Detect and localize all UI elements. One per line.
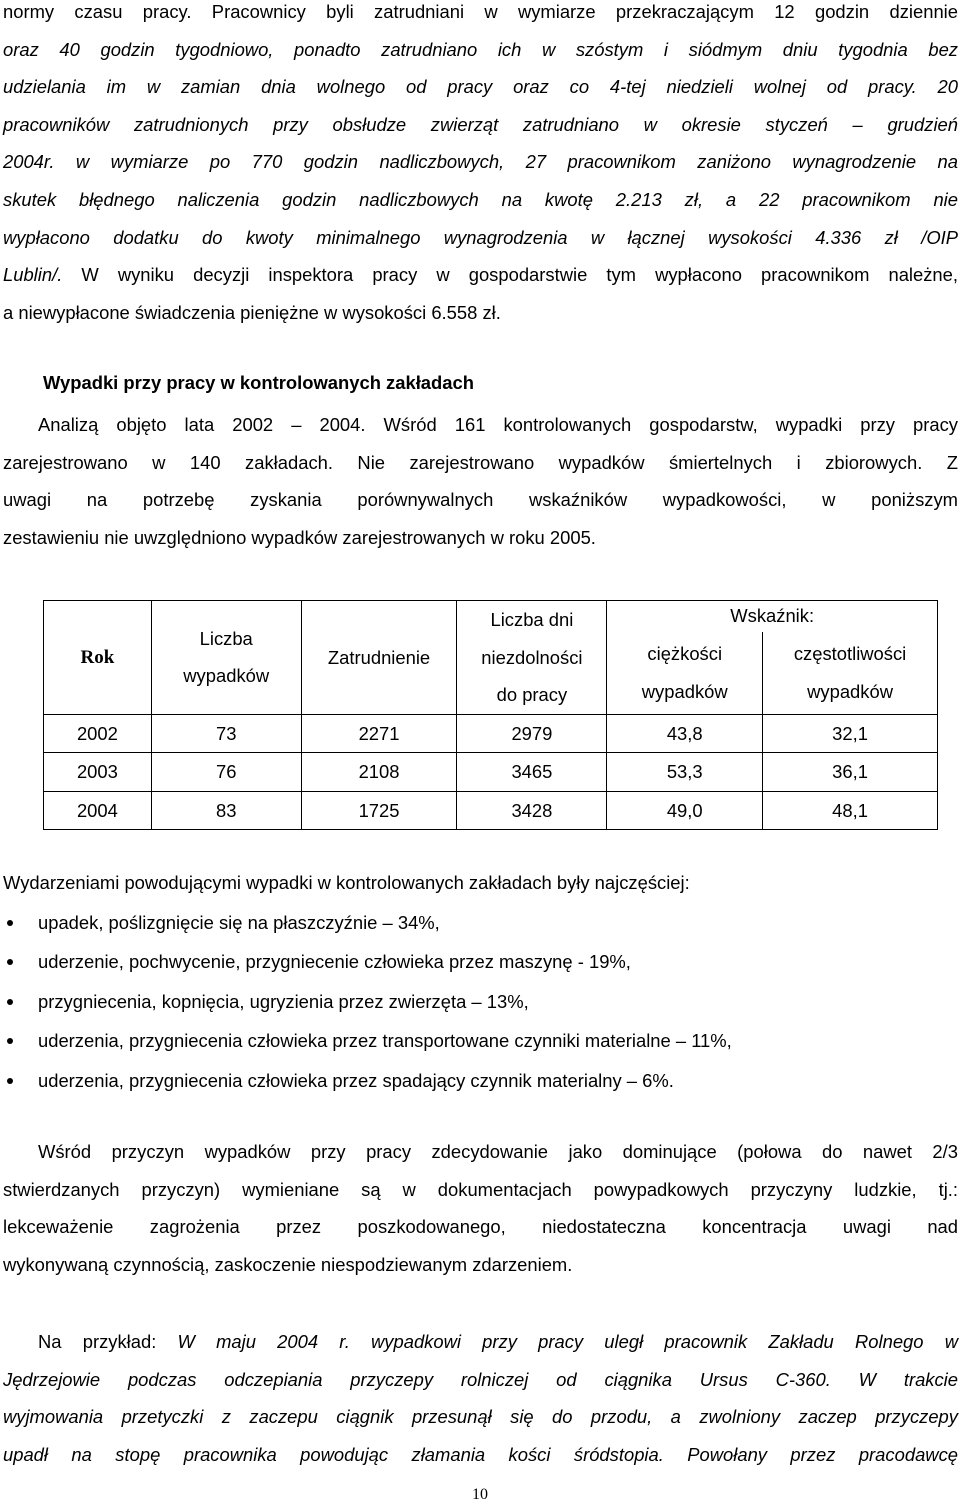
header-line: do pracy [496, 684, 568, 705]
list-item [0, 903, 960, 942]
paragraph-causes [3, 1133, 958, 1283]
header-liczba-wypadkow [151, 601, 301, 715]
header-line: Liczba dni [490, 609, 574, 630]
text-line: upadł na stopę pracownika powodując złamania kości śródstopia. Powołany przez pracodawcę [3, 1443, 958, 1465]
cell-rok: 2004 [44, 791, 152, 830]
cell-czestotliwosci: 48,1 [763, 791, 938, 830]
cell-rok: 2003 [44, 753, 152, 792]
table-row [44, 753, 938, 792]
cell-wypadki: 83 [151, 791, 301, 830]
page-number: 10 [472, 1486, 488, 1503]
table-row [44, 714, 938, 753]
text-span: Wśród przyczyn wypadków przy pracy zdecydowanie jako dominujące (połowa do nawet 2/3 [38, 1141, 958, 1162]
cell-dni: 3465 [457, 753, 607, 792]
cell-ciezkosci: 43,8 [607, 714, 763, 753]
text-line: 2004r. w wymiarze po 770 godzin nadliczbowych, 27 pracownikom zaniżono wynagrodzenie na [3, 151, 958, 173]
text-line: zarejestrowano w 140 zakładach. Nie zarejestrowano wypadków śmiertelnych i zbiorowych. Z [3, 451, 958, 473]
text-line: Jędrzejowie podczas odczepiania przyczepy rolniczej od ciągnika Ursus C-360. W trakcie [3, 1368, 958, 1390]
list-item-text: uderzenie, pochwycenie, przygniecenie człowieka przez maszynę - 19%, [38, 951, 631, 973]
text-span: W wyniku decyzji inspektora pracy w gospodarstwie tym wypłacono pracownikom należne, [62, 264, 958, 286]
paragraph-violations [3, 0, 958, 331]
text-line: lekceważenie zagrożenia przez poszkodowanego, niedostateczna koncentracja uwagi nad [3, 1216, 958, 1238]
list-item-text: uderzenia, przygniecenia człowieka przez transportowane czynniki materialne – 11%, [38, 1030, 732, 1052]
cell-zatrudnienie: 1725 [301, 791, 457, 830]
bullet-icon [7, 920, 13, 926]
cell-wypadki: 73 [151, 714, 301, 753]
text-line: a niewypłacone świadczenia pieniężne w wysokości 6.558 zł. [3, 301, 501, 323]
text-line: skutek błędnego naliczenia godzin nadliczbowych na kwotę 2.213 zł, a 22 pracownikom nie [3, 188, 958, 210]
paragraph-analysis [3, 406, 958, 556]
header-line: niezdolności [481, 646, 583, 668]
list-item [0, 982, 960, 1021]
bullet-icon [7, 999, 13, 1005]
text-line [3, 1133, 958, 1171]
accidents-table [43, 600, 938, 830]
section-heading: Wypadki przy pracy w kontrolowanych zakładach [43, 372, 474, 393]
text-line: udzielania im w zamian dnia wolnego od pracy oraz co 4-tej niedzieli wolnej od pracy. 20 [3, 76, 958, 98]
cell-zatrudnienie: 2271 [301, 714, 457, 753]
header-line: Liczba [199, 627, 253, 649]
list-item [0, 1021, 960, 1060]
cell-wypadki: 76 [151, 753, 301, 792]
header-line: wypadków [641, 680, 728, 702]
list-item [0, 1061, 960, 1100]
text-span: W maju 2004 r. wypadkowi przy pracy uległ pracownik Zakładu Rolnego w [177, 1331, 958, 1352]
header-czestotliwosci [763, 632, 938, 714]
text-line: wyjmowania przetyczki z zaczepu ciągnik przesunął się do przodu, a zwolniony zaczep przyczepy [3, 1406, 958, 1428]
bullet-icon [7, 959, 13, 965]
text-line: pracowników zatrudnionych przy obsłudze zwierząt zatrudniano w okresie styczeń – grudzień [3, 113, 958, 135]
bullet-icon [7, 1038, 13, 1044]
cell-czestotliwosci: 36,1 [763, 753, 938, 792]
source-note: Lublin/. [3, 264, 63, 286]
list-item [0, 942, 960, 981]
text-line [3, 256, 958, 294]
header-wskaznik: Wskaźnik: [607, 601, 938, 632]
text-line: wypłacono dodatku do kwoty minimalnego wynagrodzenia w łącznej wysokości 4.336 zł /OIP [3, 226, 958, 248]
causes-intro: Wydarzeniami powodującymi wypadki w kontrolowanych zakładach były najczęściej: [3, 872, 690, 893]
text-line: zestawieniu nie uwzględniono wypadków zarejestrowanych w roku 2005. [3, 526, 596, 548]
table-row [44, 791, 938, 830]
text-line: stwierdzanych przyczyn) wymieniane są w dokumentacjach powypadkowych przyczyny ludzkie, tj.: [3, 1178, 958, 1200]
cell-czestotliwosci: 32,1 [763, 714, 938, 753]
cell-dni: 2979 [457, 714, 607, 753]
header-line: wypadków [807, 680, 893, 702]
list-item-text: uderzenia, przygniecenia człowieka przez spadający czynnik materialny – 6%. [38, 1069, 674, 1091]
header-rok: Rok [44, 601, 152, 715]
list-item-text: upadek, poślizgnięcie się na płaszczyźnie – 34%, [38, 912, 440, 933]
cell-ciezkosci: 53,3 [607, 753, 763, 792]
text-line: wykonywaną czynnością, zaskoczenie niespodziewanym zdarzeniem. [3, 1253, 573, 1275]
header-liczba-dni [457, 601, 607, 715]
text-line: normy czasu pracy. Pracownicy byli zatrudniani w wymiarze przekraczającym 12 godzin dziennie [3, 1, 958, 22]
text-line [3, 406, 958, 444]
header-ciezkosci [607, 632, 763, 714]
header-line: wypadków [183, 665, 270, 687]
causes-list [0, 903, 960, 1100]
cell-rok: 2002 [44, 714, 152, 753]
header-zatrudnienie: Zatrudnienie [301, 601, 457, 715]
bullet-icon [7, 1078, 13, 1084]
cell-ciezkosci: 49,0 [607, 791, 763, 830]
text-span: Analizą objęto lata 2002 – 2004. Wśród 161 kontrolowanych gospodarstw, wypadki przy pracy [38, 414, 958, 435]
text-line [3, 1323, 958, 1361]
header-line: częstotliwości [793, 643, 907, 665]
table-header-row [44, 601, 938, 632]
text-span: Na przykład: [38, 1331, 178, 1352]
header-line: ciężkości [647, 643, 723, 665]
list-item-text: przygniecenia, kopnięcia, ugryzienia przez zwierzęta – 13%, [38, 990, 529, 1012]
text-line: oraz 40 godzin tygodniowo, ponadto zatrudniano ich w szóstym i siódmym dniu tygodnia bez [3, 38, 958, 60]
paragraph-example [3, 1323, 958, 1473]
cell-zatrudnienie: 2108 [301, 753, 457, 792]
text-line: uwagi na potrzebę zyskania porównywalnych wskaźników wypadkowości, w poniższym [3, 489, 958, 511]
cell-dni: 3428 [457, 791, 607, 830]
